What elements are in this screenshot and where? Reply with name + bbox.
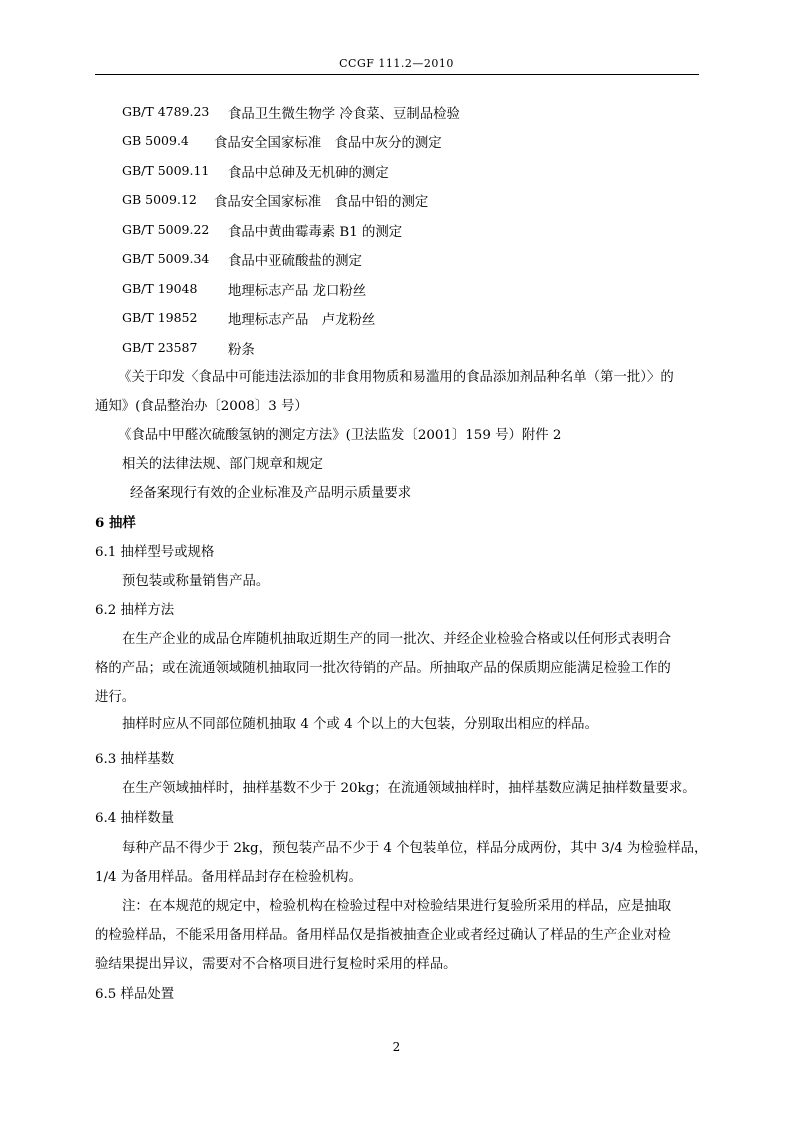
paragraph-line: 每种产品不得少于 2kg，预包装产品不少于 4 个包装单位，样品分成两份，其中 3/4 为检验样品， bbox=[122, 841, 708, 856]
paragraph: 抽样时应从不同部位随机抽取 4 个或 4 个以上的大包装，分别取出相应的样品。 bbox=[122, 717, 598, 732]
reference-title: 食品卫生微生物学 冷食菜、豆制品检验 bbox=[228, 107, 460, 122]
paragraph-line: 进行。 bbox=[95, 690, 136, 705]
subsection-heading: 6.3 抽样基数 bbox=[95, 752, 175, 767]
subsection-heading: 6.5 样品处置 bbox=[95, 987, 175, 1002]
paragraph-line: 1/4 为备用样品。备用样品封存在检验机构。 bbox=[95, 870, 362, 885]
paragraph-line: 格的产品；或在流通领域随机抽取同一批次待销的产品。所抽取产品的保质期应能满足检验工作的 bbox=[95, 661, 671, 676]
standard-code-header: CCGF 111.2—2010 bbox=[339, 57, 454, 70]
reference-code: GB/T 23587 bbox=[122, 340, 198, 355]
reference-title: 地理标志产品 卢龙粉丝 bbox=[228, 313, 376, 328]
reference-title: 食品安全国家标准 食品中铅的测定 bbox=[214, 195, 429, 210]
note-line: 的检验样品，不能采用备用样品。备用样品仅是指被抽查企业或者经过确认了样品的生产企业对检 bbox=[95, 928, 671, 943]
note-line: 验结果提出异议，需要对不合格项目进行复检时采用的样品。 bbox=[95, 957, 457, 972]
reference-document: 经备案现行有效的企业标准及产品明示质量要求 bbox=[130, 486, 412, 501]
reference-document-line: 通知》(食品整治办〔2008〕3 号） bbox=[95, 399, 308, 414]
paragraph: 预包装或称量销售产品。 bbox=[122, 574, 270, 589]
reference-document-line: 《关于印发〈食品中可能违法添加的非食用物质和易滥用的食品添加剂品种名单（第一批）〉的 bbox=[118, 370, 674, 385]
reference-code: GB/T 5009.34 bbox=[122, 251, 210, 266]
header-rule bbox=[95, 74, 699, 75]
subsection-heading: 6.2 抽样方法 bbox=[95, 603, 175, 618]
reference-code: GB/T 4789.23 bbox=[122, 104, 210, 119]
reference-title: 食品安全国家标准 食品中灰分的测定 bbox=[214, 136, 442, 151]
note-line: 注：在本规范的规定中，检验机构在检验过程中对检验结果进行复验所采用的样品，应是抽取 bbox=[122, 899, 672, 914]
reference-title: 食品中亚硫酸盐的测定 bbox=[228, 254, 362, 269]
reference-code: GB/T 5009.22 bbox=[122, 222, 210, 237]
reference-title: 地理标志产品 龙口粉丝 bbox=[228, 284, 367, 299]
subsection-heading: 6.1 抽样型号或规格 bbox=[95, 545, 215, 560]
paragraph-line: 在生产企业的成品仓库随机抽取近期生产的同一批次、并经企业检验合格或以任何形式表明合 bbox=[122, 632, 672, 647]
page-number: 2 bbox=[392, 1040, 401, 1054]
reference-title: 食品中总砷及无机砷的测定 bbox=[228, 166, 389, 181]
reference-title: 食品中黄曲霉毒素 B1 的测定 bbox=[228, 225, 403, 240]
reference-code: GB 5009.4 bbox=[122, 133, 189, 148]
reference-document: 《食品中甲醛次硫酸氢钠的测定方法》(卫法监发〔2001〕159 号）附件 2 bbox=[118, 428, 562, 443]
reference-code: GB/T 19852 bbox=[122, 310, 198, 325]
section-heading: 6 抽样 bbox=[95, 515, 136, 531]
reference-code: GB 5009.12 bbox=[122, 192, 197, 207]
reference-title: 粉条 bbox=[228, 343, 255, 358]
reference-code: GB/T 5009.11 bbox=[122, 163, 210, 178]
paragraph: 在生产领域抽样时，抽样基数不少于 20kg；在流通领域抽样时，抽样基数应满足抽样数量要求。 bbox=[122, 781, 696, 796]
reference-code: GB/T 19048 bbox=[122, 281, 198, 296]
reference-document: 相关的法律法规、部门规章和规定 bbox=[122, 457, 323, 472]
subsection-heading: 6.4 抽样数量 bbox=[95, 811, 175, 826]
